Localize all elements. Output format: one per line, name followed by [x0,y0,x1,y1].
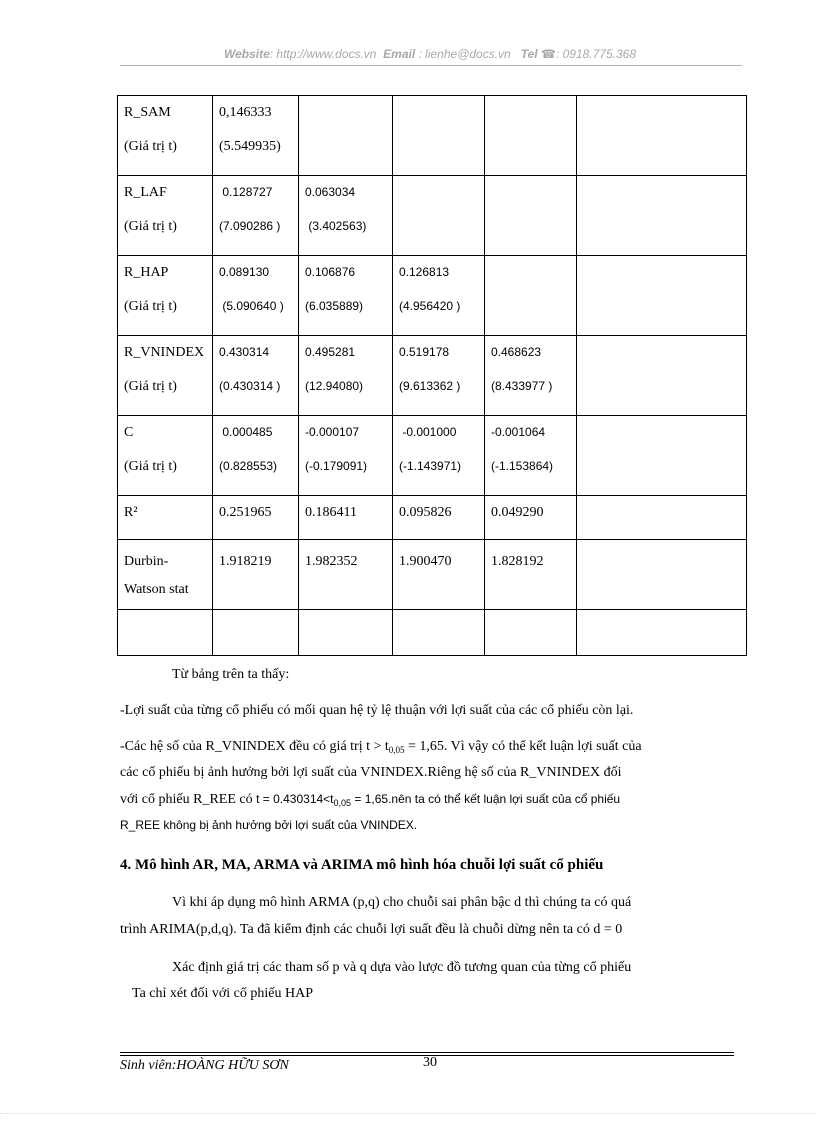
website-url[interactable]: http://www.docs.vn [276,47,377,61]
table-cell [577,540,747,610]
dw-value: 1.900470 [399,554,452,569]
table-cell [577,176,747,256]
row-label [118,540,213,610]
table-cell [299,540,393,610]
email-value[interactable]: : lienhe@docs.vn [418,47,511,61]
table-cell [577,496,747,540]
coef-value: 0.063034 [305,185,356,199]
table-cell [393,496,485,540]
table-cell [393,336,485,416]
text-run: = 1,65. Vì vậy có thể kết luận lợi suất của [404,739,642,754]
coef-value: 0.430314 [219,345,270,359]
table-cell [299,496,393,540]
email-label: Email [383,47,416,61]
paragraph-hap: Ta chỉ xét đối với cổ phiếu HAP [132,986,314,1001]
table-cell [393,96,485,176]
table-cell [299,96,393,176]
t-value: (0.828553) [219,459,278,473]
table-cell [485,610,577,656]
paragraph-observation-1: -Lợi suất của từng cổ phiếu có mối quan hệ tỷ lệ thuận với lợi suất của các cổ phiếu còn lại. [120,703,634,718]
table-row [118,416,747,496]
t-value: (-0.179091) [305,459,368,473]
label-text: R_HAP [124,265,169,280]
table-cell [485,416,577,496]
table-cell [485,96,577,176]
page-header [120,47,740,61]
row-label [118,610,213,656]
coef-value: 0,146333 [219,105,272,120]
table-cell [577,416,747,496]
regression-table [117,95,747,656]
table-cell [485,256,577,336]
table-cell [577,256,747,336]
website-label: Website [223,47,270,61]
table-row [118,610,747,656]
table-row [118,256,747,336]
table-cell [485,176,577,256]
row-label [118,336,213,416]
dw-value: 1.982352 [305,554,358,569]
footer-divider [120,1052,734,1053]
r2-value: 0.049290 [491,505,544,520]
page-number: 30 [423,1055,437,1070]
coef-value: 0.519178 [399,345,450,359]
page-edge [0,1113,816,1114]
tel-label: Tel [520,47,538,61]
text-run: -Các hệ số của R_VNINDEX đều có giá trị t > t [120,739,389,754]
header-divider [120,65,742,66]
t-value: (3.402563) [305,219,367,233]
t-value: (0.430314 ) [219,379,281,393]
coef-value: -0.000107 [305,425,360,439]
table-row [118,96,747,176]
table-row [118,176,747,256]
coef-value: 0.128727 [219,185,273,199]
table-cell [213,96,299,176]
table-cell [393,176,485,256]
table-cell [299,336,393,416]
row-label [118,176,213,256]
paragraph-intro: Từ bảng trên ta thấy: [172,667,290,682]
text-run: = 1,65.nên ta có thể kết luận lợi suất của cổ phiếu [351,792,621,806]
paragraph-arima-2: trình ARIMA(p,d,q). Ta đã kiểm định các chuỗi lợi suất đều là chuỗi dừng nên ta có d = 0 [120,922,623,937]
t-value: (-1.143971) [399,459,462,473]
table-cell [299,176,393,256]
table-row [118,336,747,416]
t-value: (5.090640 ) [219,299,284,313]
coef-value: -0.001000 [399,425,457,439]
text-run: với cổ phiếu R_REE có [120,792,257,807]
table-cell [213,416,299,496]
table-cell [577,336,747,416]
table-cell [299,610,393,656]
paragraph-line: các cổ phiếu bị ảnh hưởng bởi lợi suất của VNINDEX.Riêng hệ số của R_VNINDEX đối [120,765,622,780]
label-subtext: (Giá trị t) [124,379,177,394]
table-cell [485,496,577,540]
t-value: (-1.153864) [491,459,554,473]
t-value: (6.035889) [305,299,364,313]
label-subtext: (Giá trị t) [124,219,177,234]
student-name: Sinh viên:HOÀNG HỮU SƠN [120,1058,289,1073]
label-text: R² [124,505,138,520]
row-label [118,96,213,176]
section-heading: 4. Mô hình AR, MA, ARMA và ARIMA mô hình hóa chuỗi lợi suất cổ phiếu [120,857,604,873]
table-cell [393,416,485,496]
subscript: 0,05 [333,798,352,808]
dw-value: 1.828192 [491,554,544,569]
table-cell [393,540,485,610]
tel-value: ☎: 0918.775.368 [541,47,637,61]
t-value: (4.956420 ) [399,299,461,313]
coef-value: 0.106876 [305,265,356,279]
coef-value: 0.089130 [219,265,270,279]
t-value: (5.549935) [219,139,281,154]
table-cell [213,610,299,656]
label-subtext: (Giá trị t) [124,139,177,154]
website-sep: : [269,47,277,61]
table-cell [393,256,485,336]
label-subtext: Watson stat [124,582,189,597]
row-label [118,256,213,336]
label-text: C [124,425,134,440]
coef-value: 0.000485 [219,425,273,439]
dw-value: 1.918219 [219,554,272,569]
row-label [118,496,213,540]
table-cell [577,96,747,176]
label-text: R_VNINDEX [124,345,205,360]
table-cell [299,256,393,336]
table-cell [213,496,299,540]
paragraph-line: R_REE không bị ảnh hưởng bởi lợi suất của VNINDEX. [120,818,418,832]
paragraph-line [120,789,746,813]
table-cell [299,416,393,496]
coef-value: 0.495281 [305,345,356,359]
table-cell [393,610,485,656]
table-row [118,540,747,610]
coef-value: -0.001064 [491,425,546,439]
label-subtext: (Giá trị t) [124,299,177,314]
table-cell [577,610,747,656]
t-value: (12.94080) [305,379,364,393]
table-cell [485,540,577,610]
coef-value: 0.468623 [491,345,542,359]
table-cell [485,336,577,416]
table-cell [213,256,299,336]
t-value: (9.613362 ) [399,379,461,393]
r2-value: 0.095826 [399,505,452,520]
label-text: Durbin- [124,554,169,569]
t-value: (7.090286 ) [219,219,281,233]
table-cell [213,336,299,416]
text-run: t = 0.430314<t [256,792,334,806]
row-label [118,416,213,496]
paragraph-parameters: Xác định giá trị các tham số p và q dựa vào lược đồ tương quan của từng cổ phiếu [172,960,632,975]
r2-value: 0.251965 [219,505,272,520]
table-cell [213,540,299,610]
label-text: R_LAF [124,185,167,200]
coef-value: 0.126813 [399,265,450,279]
subscript: 0,05 [388,745,405,755]
table-row [118,496,747,540]
label-subtext: (Giá trị t) [124,459,177,474]
paragraph-arima-1: Vì khi áp dụng mô hình ARMA (p,q) cho chuỗi sai phân bậc d thì chúng ta có quá [172,895,632,910]
label-text: R_SAM [124,105,171,120]
paragraph-observation-2 [120,737,746,760]
table-cell [213,176,299,256]
t-value: (8.433977 ) [491,379,553,393]
r2-value: 0.186411 [305,505,357,520]
